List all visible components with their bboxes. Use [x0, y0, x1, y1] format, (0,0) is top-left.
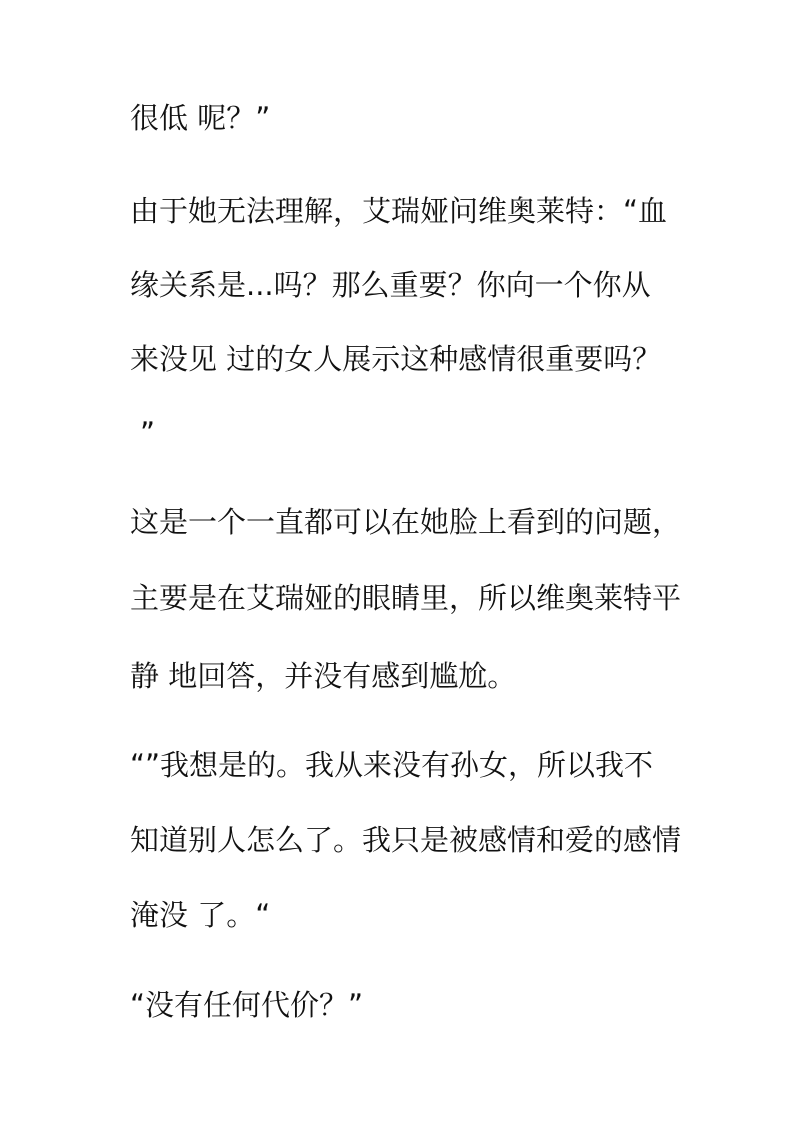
text-line: 静 地回答，并没有感到尴尬。 [130, 659, 517, 693]
text-line: 很低 呢？” [130, 101, 271, 135]
text-line: 淹没 了。“ [130, 898, 271, 932]
text-line: 由于她无法理解，艾瑞娅问维奥莱特：“血 [130, 194, 668, 228]
text-line: 缘关系是...吗？那么重要？你向一个你从 [130, 268, 651, 302]
text-line: 知道别人怎么了。我只是被感情和爱的感情 [130, 823, 682, 857]
text-line: 来没见 过的女人展示这种感情很重要吗？ [130, 342, 662, 376]
text-line: “”我想是的。我从来没有孙女，所以我不 [130, 748, 654, 782]
text-line: 主要是在艾瑞娅的眼睛里，所以维奥莱特平 [130, 581, 682, 615]
text-line: “没有任何代价？” [130, 988, 364, 1022]
text-line: 这是一个一直都可以在她脸上看到的问题， [130, 505, 682, 539]
text-line: ” [140, 416, 156, 450]
